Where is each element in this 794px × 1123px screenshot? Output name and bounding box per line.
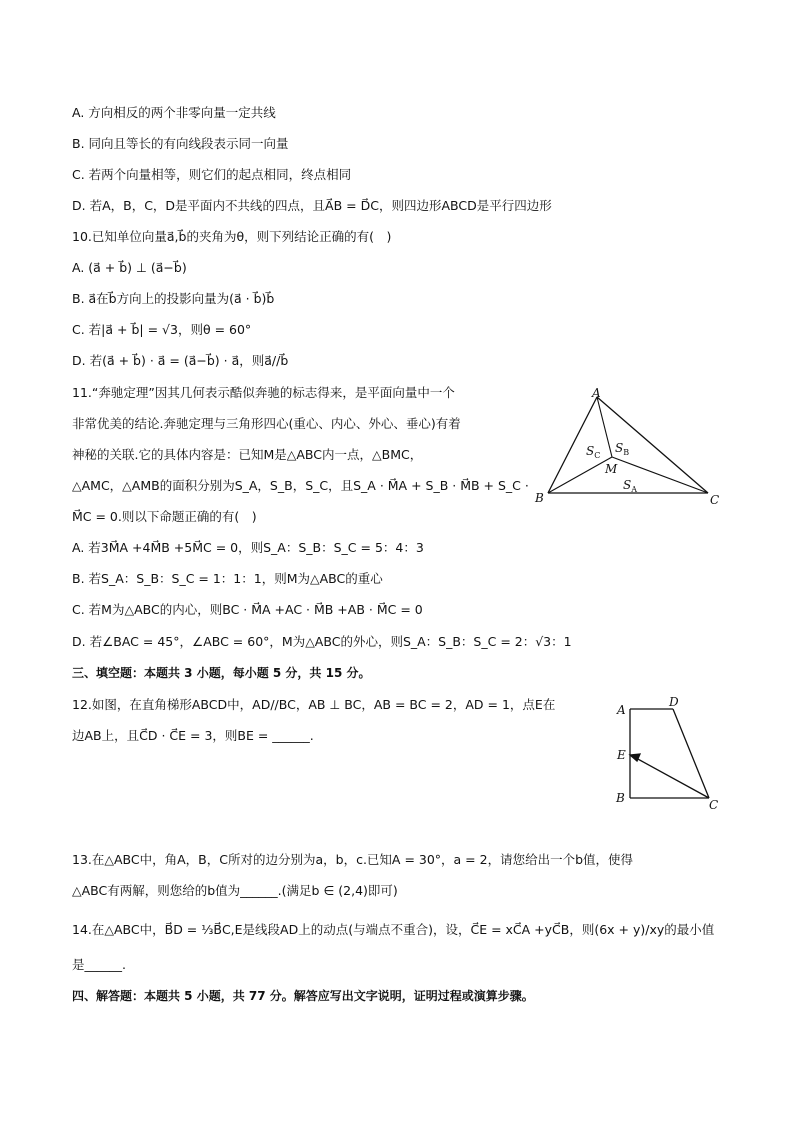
trapezoid-abcd <box>630 709 709 798</box>
label-e: E <box>617 748 626 762</box>
q11-stem-line-1: 11.“奔驰定理”因其几何表示酷似奔驰的标志得来，是平面向量中一个 <box>72 385 455 400</box>
section-3-header: 三、填空题：本题共 3 小题，每小题 5 分，共 15 分。 <box>72 666 371 680</box>
q13-stem-line-1: 13.在△ABC中，角A，B，C所对的边分别为a，b，c.已知A = 30°，a = 2，请您给出一个b值，使得 <box>72 852 634 867</box>
q11-stem-line-3: 神秘的关联.它的具体内容是：已知M是△ABC内一点，△BMC， <box>72 447 423 462</box>
label-m: M <box>605 462 618 476</box>
q10-option-d: D. 若(a⃗ + b⃗) · a⃗ = (a⃗−b⃗) · a⃗，则a⃗//b⃗ <box>72 353 289 368</box>
q11-stem-line-4: △AMC，△AMB的面积分别为S_A，S_B，S_C，且S_A · M⃗A + S_B · M⃗B + S_C · <box>72 478 529 493</box>
label-b: B <box>616 791 625 805</box>
q9-option-b: B. 同向且等长的有向线段表示同一向量 <box>72 136 289 151</box>
q9-option-d: D. 若A，B，C，D是平面内不共线的四点，且A⃗B = D⃗C，则四边形ABCD是平行四边形 <box>72 198 552 213</box>
label-a: A <box>617 703 626 717</box>
label-b: B <box>535 491 544 505</box>
label-c: C <box>710 493 720 507</box>
benz-theorem-figure <box>530 385 730 510</box>
q11-option-a: A. 若3M⃗A +4M⃗B +5M⃗C = 0，则S_A：S_B：S_C = 5：4：3 <box>72 540 424 555</box>
q10-option-a: A. (a⃗ + b⃗) ⊥ (a⃗−b⃗) <box>72 260 187 275</box>
q9-option-a: A. 方向相反的两个非零向量一定共线 <box>72 105 276 120</box>
label-c: C <box>709 798 719 812</box>
q11-stem-line-2: 非常优美的结论.奔驰定理与三角形四心(重心、内心、外心、垂心)有着 <box>72 416 461 431</box>
q13-stem-line-2: △ABC有两解，则您给的b值为______.(满足b ∈ (2,4)即可) <box>72 883 398 898</box>
q10-option-c: C. 若|a⃗ + b⃗| = √3，则θ = 60° <box>72 322 252 337</box>
label-sb: $S_B$ <box>615 441 630 457</box>
vector-ce <box>630 754 709 798</box>
q10-option-b: B. a⃗在b⃗方向上的投影向量为(a⃗ · b⃗)b⃗ <box>72 291 275 306</box>
q12-stem-line-1: 12.如图，在直角梯形ABCD中，AD//BC，AB ⊥ BC，AB = BC = 2，AD = 1，点E在 <box>72 697 556 712</box>
label-a: A <box>592 386 601 400</box>
q9-option-c: C. 若两个向量相等，则它们的起点相同，终点相同 <box>72 167 352 182</box>
q14-stem-line-2: 是______. <box>72 957 126 972</box>
q11-option-b: B. 若S_A：S_B：S_C = 1：1：1，则M为△ABC的重心 <box>72 571 383 586</box>
label-d: D <box>669 695 679 709</box>
trapezoid-figure <box>610 694 730 814</box>
q11-stem-line-5: M⃗C = 0.则以下命题正确的有( ) <box>72 509 257 524</box>
label-sc: $S_C$ <box>586 444 601 460</box>
q11-option-d: D. 若∠BAC = 45°，∠ABC = 60°，M为△ABC的外心，则S_A：S_B：S_C = 2：√3：1 <box>72 634 572 649</box>
q11-option-c: C. 若M为△ABC的内心，则BC · M⃗A +AC · M⃗B +AB · M⃗C = 0 <box>72 602 423 617</box>
label-sa: $S_A$ <box>623 478 638 494</box>
q14-stem-line-1: 14.在△ABC中，B⃗D = ⅓B⃗C,E是线段AD上的动点(与端点不重合)，设，C⃗E = xC⃗A +yC⃗B，则(6x + y)/xy的最小值 <box>72 922 715 937</box>
q10-stem: 10.已知单位向量a⃗,b⃗的夹角为θ，则下列结论正确的有( ) <box>72 229 392 244</box>
section-4-header: 四、解答题：本题共 5 小题，共 77 分。解答应写出文字说明，证明过程或演算步骤。 <box>72 989 534 1003</box>
q12-stem-line-2: 边AB上，且C⃗D · C⃗E = 3，则BE = ______. <box>72 728 314 743</box>
